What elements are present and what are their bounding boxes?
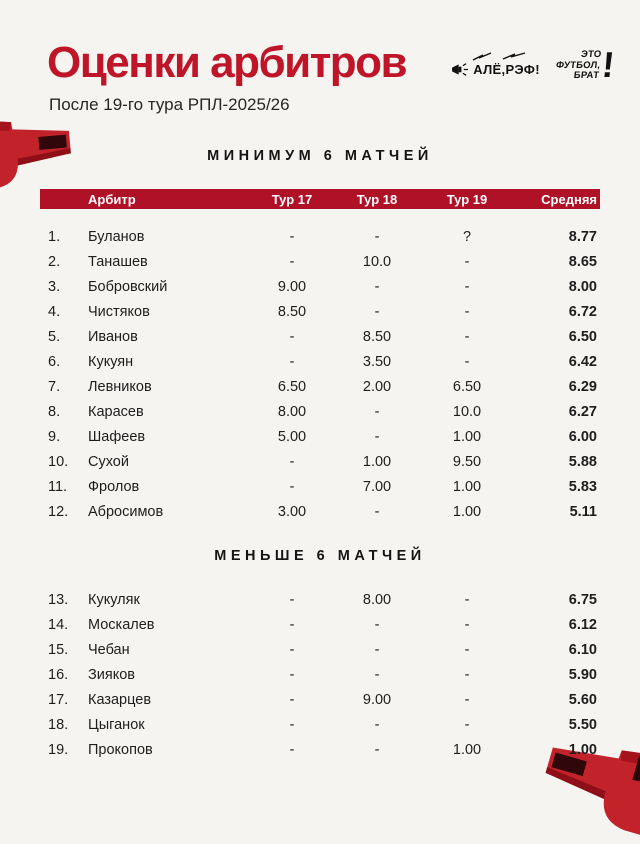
referee-name: Зияков (88, 666, 135, 683)
average-score: 6.72 (568, 303, 597, 320)
score-tour19: - (464, 328, 470, 345)
average-score: 6.00 (568, 428, 597, 445)
score-tour18: - (374, 616, 380, 633)
row-number: 15. (48, 641, 69, 658)
score-tour17: 6.50 (277, 378, 307, 395)
referee-name: Шафеев (88, 428, 146, 445)
score-tour18: 8.50 (362, 328, 392, 345)
score-tour19: - (464, 253, 470, 270)
score-tour18: 10.0 (362, 253, 392, 270)
score-tour17: - (289, 228, 295, 245)
table-row (40, 612, 600, 637)
score-tour18: - (374, 428, 380, 445)
row-number: 8. (48, 403, 61, 420)
ale-ref-logo (451, 54, 540, 77)
row-number: 14. (48, 616, 69, 633)
score-tour17: - (289, 741, 295, 758)
page-title: Оценки арбитров (47, 38, 407, 87)
referee-name: Чебан (88, 641, 130, 658)
score-tour17: 9.00 (277, 278, 307, 295)
megaphone-icon (451, 62, 470, 77)
average-score: 5.83 (568, 478, 597, 495)
referee-name: Фролов (88, 478, 140, 495)
header-tour18: Тур 18 (356, 191, 398, 207)
table-header-row (40, 189, 600, 209)
average-score: 6.29 (568, 378, 597, 395)
average-score: 8.77 (568, 228, 597, 245)
table-row (40, 424, 600, 449)
score-tour17: - (289, 591, 295, 608)
score-tour17: - (289, 691, 295, 708)
referee-name: Иванов (88, 328, 138, 345)
score-tour18: - (374, 278, 380, 295)
score-tour19: 1.00 (452, 741, 482, 758)
average-score: 5.11 (569, 503, 597, 520)
table-body-less6 (40, 587, 600, 762)
referee-name: Москалев (88, 616, 155, 633)
table-body-min6 (40, 224, 600, 524)
score-tour17: 8.00 (277, 403, 307, 420)
row-number: 5. (48, 328, 61, 345)
referee-name: Сухой (88, 453, 129, 470)
referee-name: Казарцев (88, 691, 152, 708)
average-score: 6.27 (568, 403, 597, 420)
score-tour17: - (289, 453, 295, 470)
header-average: Средняя (541, 191, 597, 207)
score-tour18: - (374, 403, 380, 420)
average-score: 5.50 (568, 716, 597, 733)
average-score: 6.10 (568, 641, 597, 658)
average-score: 8.65 (568, 253, 597, 270)
score-tour18: 8.00 (362, 591, 392, 608)
table-row (40, 712, 600, 737)
table-row (40, 249, 600, 274)
referee-name: Бобровский (88, 278, 168, 295)
score-tour17: - (289, 328, 295, 345)
row-number: 18. (48, 716, 69, 733)
row-number: 3. (48, 278, 61, 295)
referee-name: Буланов (88, 228, 145, 245)
table-row (40, 274, 600, 299)
score-tour19: - (464, 691, 470, 708)
exclamation-mark: ! (599, 44, 617, 85)
score-tour19: - (464, 278, 470, 295)
score-tour18: 7.00 (362, 478, 392, 495)
referee-name: Танашев (88, 253, 148, 270)
score-tour19: - (464, 303, 470, 320)
header-referee: Арбитр (88, 191, 136, 207)
row-number: 6. (48, 353, 61, 370)
score-tour18: 3.50 (362, 353, 392, 370)
score-tour19: ? (462, 228, 472, 245)
score-tour18: - (374, 641, 380, 658)
referee-name: Абросимов (88, 503, 164, 520)
score-tour17: 5.00 (277, 428, 307, 445)
average-score: 1.00 (568, 741, 597, 758)
score-tour17: - (289, 353, 295, 370)
score-tour19: - (464, 641, 470, 658)
section-title-less6: МЕНЬШЕ 6 МАТЧЕЙ (214, 548, 426, 564)
row-number: 4. (48, 303, 61, 320)
average-score: 6.75 (568, 591, 597, 608)
score-tour18: - (374, 228, 380, 245)
average-score: 5.90 (568, 666, 597, 683)
table-row (40, 637, 600, 662)
average-score: 5.88 (568, 453, 597, 470)
score-tour18: 9.00 (362, 691, 392, 708)
page-subtitle: После 19-го тура РПЛ-2025/26 (49, 95, 290, 114)
row-number: 9. (48, 428, 61, 445)
score-tour18: 2.00 (362, 378, 392, 395)
score-tour17: - (289, 478, 295, 495)
referee-name: Кукуляк (88, 591, 140, 608)
score-tour17: - (289, 716, 295, 733)
ratings-table (40, 140, 600, 762)
score-tour18: - (374, 503, 380, 520)
row-number: 2. (48, 253, 61, 270)
table-row (40, 449, 600, 474)
score-tour19: - (464, 616, 470, 633)
score-tour19: - (464, 666, 470, 683)
table-row (40, 299, 600, 324)
row-number: 19. (48, 741, 69, 758)
row-number: 7. (48, 378, 61, 395)
score-tour19: - (464, 591, 470, 608)
table-row (40, 324, 600, 349)
table-row (40, 374, 600, 399)
score-tour19: 1.00 (452, 428, 482, 445)
row-number: 12. (48, 503, 69, 520)
referee-name: Цыганок (88, 716, 145, 733)
score-tour18: - (374, 303, 380, 320)
score-tour17: - (289, 666, 295, 683)
section-title-min6: МИНИМУМ 6 МАТЧЕЙ (207, 148, 433, 164)
header-tour19: Тур 19 (446, 191, 488, 207)
table-row (40, 474, 600, 499)
score-tour18: 1.00 (362, 453, 392, 470)
referee-name: Карасев (88, 403, 144, 420)
header-logos (451, 44, 617, 85)
average-score: 6.50 (568, 328, 597, 345)
table-row (40, 224, 600, 249)
row-number: 1. (48, 228, 61, 245)
score-tour18: - (374, 666, 380, 683)
average-score: 8.00 (568, 278, 597, 295)
table-row (40, 587, 600, 612)
score-tour17: - (289, 616, 295, 633)
table-row (40, 737, 600, 762)
header-tour17: Тур 17 (271, 191, 313, 207)
score-tour19: 6.50 (452, 378, 482, 395)
table-row (40, 349, 600, 374)
row-number: 16. (48, 666, 69, 683)
score-tour18: - (374, 741, 380, 758)
score-tour19: 1.00 (452, 503, 482, 520)
referee-name: Кукуян (88, 353, 134, 370)
table-row (40, 687, 600, 712)
score-tour19: 9.50 (452, 453, 482, 470)
eto-futbol-brat-logo (554, 44, 617, 85)
row-number: 11. (48, 478, 68, 495)
average-score: 6.42 (568, 353, 597, 370)
score-tour19: 10.0 (452, 403, 482, 420)
table-row (40, 399, 600, 424)
referee-name: Левников (88, 378, 152, 395)
score-tour17: 3.00 (277, 503, 307, 520)
eto-futbol-brat-text: ЭТО ФУТБОЛ, БРАТ (555, 49, 602, 82)
average-score: 5.60 (568, 691, 597, 708)
row-number: 13. (48, 591, 69, 608)
score-tour17: - (289, 641, 295, 658)
score-tour19: - (464, 353, 470, 370)
referee-name: Чистяков (88, 303, 150, 320)
row-number: 17. (48, 691, 69, 708)
score-tour19: - (464, 716, 470, 733)
average-score: 6.12 (568, 616, 597, 633)
score-tour19: 1.00 (452, 478, 482, 495)
ale-ref-logo-text: АЛЁ,РЭФ! (473, 62, 540, 78)
table-row (40, 662, 600, 687)
lightning-icon (469, 52, 533, 62)
table-row (40, 499, 600, 524)
score-tour18: - (374, 716, 380, 733)
referee-name: Прокопов (88, 741, 153, 758)
row-number: 10. (48, 453, 69, 470)
score-tour17: - (289, 253, 295, 270)
score-tour17: 8.50 (277, 303, 307, 320)
